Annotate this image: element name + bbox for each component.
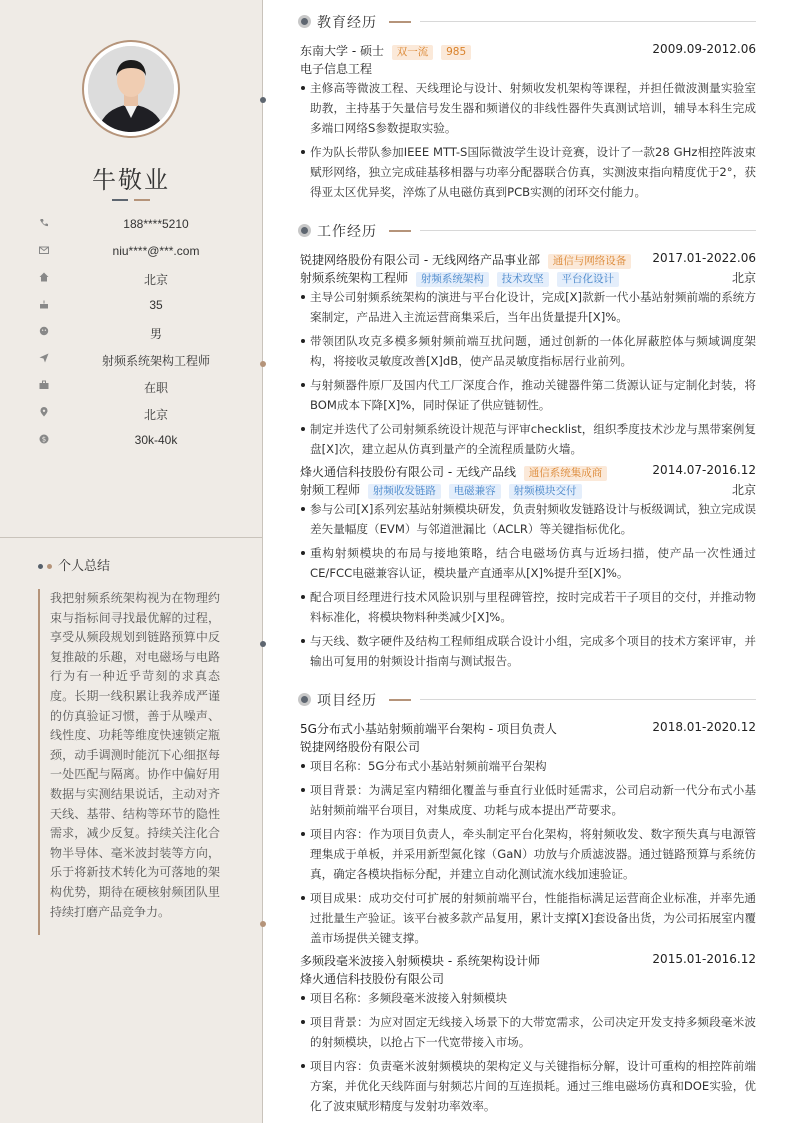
sidebar-divider — [0, 537, 262, 538]
info-email — [0, 239, 262, 266]
project-name-line: 项目名称：多频段毫米波接入射频模块 — [300, 988, 756, 1008]
project-header — [300, 952, 756, 970]
company-name: 烽火通信科技股份有限公司 - 无线产品线 — [300, 465, 516, 479]
education-bullets — [300, 78, 756, 202]
info-text: 35 — [149, 298, 163, 312]
work-header — [300, 463, 756, 481]
gender-icon — [38, 326, 50, 338]
info-gender — [0, 320, 262, 347]
education-header — [300, 42, 756, 60]
section-icon — [298, 693, 311, 706]
work-city: 北京 — [731, 271, 756, 285]
info-text: 射频系统架构工程师 — [101, 354, 210, 368]
project-company: 锐捷网络股份有限公司 — [300, 740, 421, 754]
project-bullets — [300, 1012, 756, 1116]
company-name: 锐捷网络股份有限公司 - 无线网络产品事业部 — [300, 253, 540, 267]
work-role-row — [300, 481, 756, 499]
section-title: 工作经历 — [317, 224, 377, 240]
job-title: 射频工程师 — [300, 483, 361, 497]
project-name-line: 项目名称：5G分布式小基站射频前端平台架构 — [300, 756, 756, 776]
school-tag: 双一流 — [392, 45, 434, 60]
main-content — [262, 0, 794, 1123]
list-item: 项目成果：成功交付可扩展的射频前端平台，性能指标满足运营商企业标准，并率先通过批量生产验证。该平台被多款产品复用，累计支撑[X]套设备出货，为公司拓展室内覆盖市场提供关键支撑。 — [300, 888, 756, 948]
svg-text:$: $ — [41, 435, 47, 444]
name-rule-right — [134, 199, 150, 201]
school-tag: 985 — [441, 45, 471, 60]
project-date: 2018.01-2020.12 — [652, 720, 756, 734]
section-title: 教育经历 — [317, 15, 377, 31]
work-header — [300, 251, 756, 269]
skill-tag: 射频收发链路 — [368, 484, 441, 499]
section-icon — [298, 224, 311, 237]
info-phone — [0, 212, 262, 239]
section-title: 项目经历 — [317, 693, 377, 709]
list-item: 项目背景：为满足室内精细化覆盖与垂直行业低时延需求，公司启动新一代分布式小基站射频前端平台项目，对集成度、功耗与成本提出严苛要求。 — [300, 780, 756, 820]
summary-heading — [38, 555, 110, 574]
project-entry — [300, 720, 756, 952]
section-accent — [389, 21, 411, 23]
info-text: 北京 — [143, 273, 168, 287]
avatar-frame — [82, 40, 180, 138]
work-date: 2017.01-2022.06 — [652, 251, 756, 265]
info-text: 30k-40k — [134, 433, 178, 447]
mail-icon — [38, 245, 50, 257]
summary-title: 个人总结 — [58, 559, 111, 574]
section-line — [420, 21, 756, 22]
info-text: 在职 — [143, 381, 168, 395]
skill-tag: 射频系统架构 — [416, 272, 489, 287]
skill-tag: 电磁兼容 — [449, 484, 501, 499]
list-item: 项目背景：为应对固定无线接入场景下的大带宽需求，公司决定开发支持多频段毫米波的射频模块，以抢占下一代宽带接入市场。 — [300, 1012, 756, 1052]
work-entry — [300, 463, 756, 675]
skill-tag: 射频模块交付 — [509, 484, 582, 499]
briefcase-icon — [38, 380, 50, 392]
section-accent — [389, 230, 411, 232]
work-entry — [300, 251, 756, 463]
skill-tag: 平台化设计 — [557, 272, 620, 287]
section-accent — [389, 699, 411, 701]
work-city: 北京 — [731, 483, 756, 497]
info-text: 男 — [149, 327, 162, 341]
project-title: 多频段毫米波接入射频模块 - 系统架构设计师 — [300, 954, 540, 968]
project-header — [300, 720, 756, 738]
info-home — [0, 266, 262, 293]
section-work-heading — [298, 221, 756, 241]
name-rule-left — [112, 199, 128, 201]
info-text: niu****@***.com — [112, 244, 200, 258]
info-text: 北京 — [143, 408, 168, 422]
project-title: 5G分布式小基站射频前端平台架构 - 项目负责人 — [300, 722, 557, 736]
money-icon — [38, 434, 50, 446]
info-position — [0, 347, 262, 374]
avatar — [88, 46, 174, 132]
list-item: 参与公司[X]系列宏基站射频模块研发，负责射频收发链路设计与板级调试，独立完成误差矢量幅度（EVM）与邻道泄漏比（ACLR）等关键指标优化。 — [300, 499, 756, 539]
industry-tag: 通信与网络设备 — [548, 254, 632, 269]
work-role-row — [300, 269, 756, 287]
list-item: 配合项目经理进行技术风险识别与里程碑管控，按时完成若干子项目的交付，并推动物料标准化，将模块物料种类减少[X]%。 — [300, 587, 756, 627]
list-item: 与射频器件原厂及国内代工厂深度合作，推动关键器件第二货源认证与定制化封装，将BOM成本下降[X]%，同时保证了供应链韧性。 — [300, 375, 756, 415]
work-bullets — [300, 499, 756, 671]
project-date: 2015.01-2016.12 — [652, 952, 756, 966]
list-item: 制定并迭代了公司射频系统设计规范与评审checklist，组织季度技术沙龙与黑带案例复盘[X]次，建立起从仿真到量产的全流程质量防火墙。 — [300, 419, 756, 459]
work-date: 2014.07-2016.12 — [652, 463, 756, 477]
school-name: 东南大学 - 硕士 — [300, 44, 384, 58]
list-item: 主导公司射频系统架构的演进与平台化设计，完成[X]款新一代小基站射频前端的系统方案制定，产品进入主流运营商集采后，当年出货量提升[X]%。 — [300, 287, 756, 327]
list-item: 项目内容：作为项目负责人，牵头制定平台化架构，将射频收发、数字预失真与电源管理集成于单板，并采用新型氮化镓（GaN）功放与介质滤波器。通过链路预算与系统仿真，确定各模块指标分配，并建立自动化测试流水线加速验证。 — [300, 824, 756, 884]
skill-tag: 技术攻坚 — [497, 272, 549, 287]
info-age — [0, 293, 262, 320]
home-icon — [38, 272, 50, 284]
project-entry — [300, 952, 756, 1120]
project-company: 烽火通信科技股份有限公司 — [300, 972, 445, 986]
education-major: 电子信息工程 — [300, 62, 373, 76]
section-line — [420, 230, 756, 231]
industry-tag: 通信系统集成商 — [524, 466, 608, 481]
info-status — [0, 374, 262, 401]
project-bullets — [300, 780, 756, 948]
list-item: 重构射频模块的布局与接地策略，结合电磁场仿真与近场扫描，使产品一次性通过CE/FCC电磁兼容认证，模块量产直通率从[X]%提升至[X]%。 — [300, 543, 756, 583]
job-title: 射频系统架构工程师 — [300, 271, 409, 285]
bullet-dot — [47, 564, 52, 569]
list-item: 项目内容：负责毫米波射频模块的架构定义与关键指标分解，设计可重构的相控阵前端方案，并优化天线阵面与射频芯片间的互连损耗。通过三维电磁场仿真和DOE实验，优化了波束赋形精度与发射功率效率。 — [300, 1056, 756, 1116]
contact-info-list — [0, 212, 262, 455]
info-salary — [0, 428, 262, 455]
summary-text: 我把射频系统架构视为在物理约束与指标间寻找最优解的过程，享受从频段规划到链路预算中反复推敲的乐趣，对电磁场与电路行为有一种近乎苛刻的求真态度。长期一线积累让我养成严谨的仿真验证习惯，善于从噪声、线性度、功耗等维度快速锁定瓶颈，动手调测时能沉下心细抠每一处匹配与隔离。协作中偏好用数据与实测结果说话，主动对齐天线、基带、结构等环节的隐性需求，减少反复。持续关注化合物半导体、毫米波封装等方向，乐于将新技术转化为可落地的架构优势，期待在硬核射频团队里持续打磨产品竞争力。 — [50, 591, 220, 919]
work-bullets — [300, 287, 756, 459]
location-icon — [38, 407, 50, 419]
summary-accent-bar — [38, 589, 40, 935]
list-item: 作为队长带队参加IEEE MTT-S国际微波学生设计竞赛，设计了一款28 GHz相控阵波束赋形网络，独立完成硅基移相器与功率分配器联合仿真，实测波束指向精度优于2°，获得亚太区优异奖，淬炼了从电磁仿真到PCB实测的闭环交付能力。 — [300, 142, 756, 202]
send-icon — [38, 353, 50, 365]
phone-icon — [38, 218, 50, 230]
candidate-name: 牛敬业 — [92, 166, 170, 194]
sidebar — [0, 0, 262, 1123]
section-project-heading — [298, 690, 756, 710]
list-item: 主修高等微波工程、天线理论与设计、射频收发机架构等课程，并担任微波测量实验室助教，主持基于矢量信号发生器和频谱仪的非线性器件失真测试培训，辅导本科生完成多端口网络S参数提取实验。 — [300, 78, 756, 138]
list-item: 与天线、数字硬件及结构工程师组成联合设计小组，完成多个项目的技术方案评审，并输出可复用的射频设计指南与测试报告。 — [300, 631, 756, 671]
section-education-heading — [298, 12, 756, 32]
cake-icon — [38, 299, 50, 311]
section-icon — [298, 15, 311, 28]
education-entry — [300, 42, 756, 206]
section-line — [420, 699, 756, 700]
info-city — [0, 401, 262, 428]
info-text: 188****5210 — [123, 217, 189, 231]
list-item: 带领团队攻克多模多频射频前端互扰问题，通过创新的一体化屏蔽腔体与频域调度架构，将接收灵敏度改善[X]dB，使产品灵敏度指标居行业前列。 — [300, 331, 756, 371]
bullet-dot — [38, 564, 43, 569]
education-date: 2009.09-2012.06 — [652, 42, 756, 56]
